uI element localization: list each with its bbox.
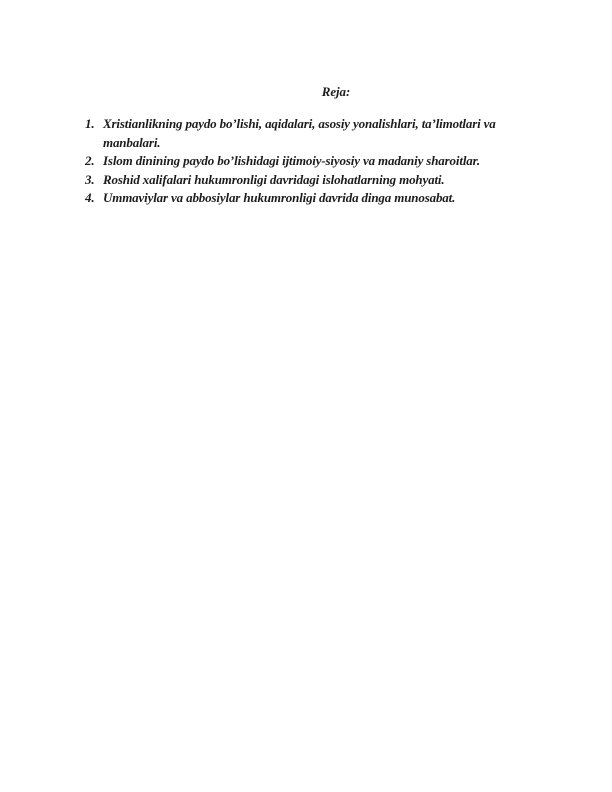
page-title: Reja: xyxy=(321,84,351,99)
list-item-text xyxy=(103,189,582,208)
list-item-1 xyxy=(85,115,582,152)
list-item-2 xyxy=(85,152,582,171)
list-item-number: 1. xyxy=(85,116,95,131)
list-item-number: 4. xyxy=(85,190,95,205)
numbered-list xyxy=(85,115,582,208)
list-item-3 xyxy=(85,171,582,190)
list-item-text xyxy=(103,152,582,171)
list-item-4 xyxy=(85,189,582,208)
list-item-line: Ummaviylar va abbosiylar hukumronligi davrida dinga munosabat. xyxy=(103,190,456,205)
list-item-line: Islom dinining paydo bo’lishidagi ijtimoiy-siyosiy va madaniy sharoitlar. xyxy=(103,153,480,168)
list-item-number: 3. xyxy=(85,171,95,187)
list-item-text xyxy=(103,115,582,152)
list-item-line: Xristianlikning paydo bo’lishi, aqidalari, asosiy yonalishlari, ta’limotlari va xyxy=(103,116,496,131)
list-item-text xyxy=(103,171,582,190)
list-item-number: 2. xyxy=(85,153,95,168)
list-item-line: manbalari. xyxy=(103,134,161,150)
list-item-line: Roshid xalifalari hukumronligi davridagi islohatlarning mohyati. xyxy=(103,171,445,187)
